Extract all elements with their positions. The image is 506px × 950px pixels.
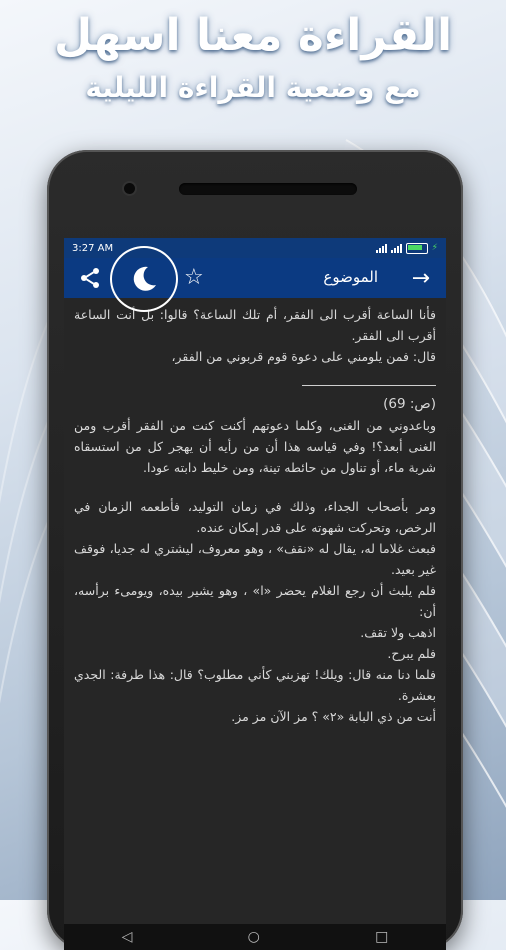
phone-frame [47,150,463,950]
cell-signal-icon [391,243,402,253]
paragraph: ومر بأصحاب الجداء، وذلك في زمان التوليد، فأطعمه الزمان في الرخص، وتحركت شهوته على قدر إمكان عنده. [74,499,436,535]
nav-home-icon[interactable]: ○ [247,929,260,945]
android-nav-bar [64,924,446,950]
star-icon[interactable]: ☆ [184,265,204,290]
front-camera [124,183,135,194]
status-time: 3:27 AM [72,242,114,254]
paragraph: أنت من ذي البابة «٢» ؟ مز الآن مز مز. [231,709,436,724]
status-indicators [376,243,438,254]
paragraph: وباعدوني من الغنى، وكلما دعوتهم أكنت كنت من الفقر أقرب ومن الغنى أبعد؟! وفي قياسه هذا أن من رأيه أن يهجر كل من استسقاه شربة ماء، أو تناول من حائطه تينة، ومن خليط دابته عودا. [74,418,436,475]
app-bar [64,258,446,298]
night-mode-button[interactable] [110,246,178,312]
page-reference: (ص: 69) [383,396,436,412]
earpiece-speaker [179,183,357,195]
nav-back-icon[interactable]: ◁ [121,929,133,945]
paragraph: اذهب ولا تقف. [360,625,436,640]
paragraph: قال: فمن يلومني على دعوة قوم قربوني من الفقر، [171,349,436,364]
divider-line [302,385,436,386]
reading-content [64,298,446,727]
promo-headline [0,6,506,108]
paragraph: فلم يلبث أن رجع الغلام يحضر «ا» ، وهو يشير بيده، ويومىء برأسه، أن: [74,583,436,619]
paragraph: فلما دنا منه قال: ويلك! تهزبني كأني مطلوب؟ قال: هذا طرفة: الجدي بعشرة. [74,667,436,703]
wifi-signal-icon [376,243,387,253]
headline-subtitle: مع وضعية القراءة الليلية [85,71,421,104]
phone-screen [64,238,446,950]
headline-title: القراءة معنا اسهل [53,10,453,61]
share-icon[interactable] [78,266,102,294]
paragraph: فلم يبرح. [387,646,436,661]
page-title: الموضوع [323,268,378,286]
charging-icon: ⚡ [431,243,438,253]
moon-icon [128,263,160,295]
arrow-right-icon[interactable]: → [411,266,430,291]
paragraph: فبعث غلاما له، يقال له «نقف» ، وهو معروف، ليشتري له جديا، فوقف غير بعيد. [74,541,436,577]
paragraph: فأنا الساعة أقرب الى الفقر، أم تلك الساعة؟ قالوا: بل أنت الساعة أقرب الى الفقر. [74,307,436,343]
battery-icon [406,243,428,254]
nav-recents-icon[interactable]: □ [375,929,389,945]
